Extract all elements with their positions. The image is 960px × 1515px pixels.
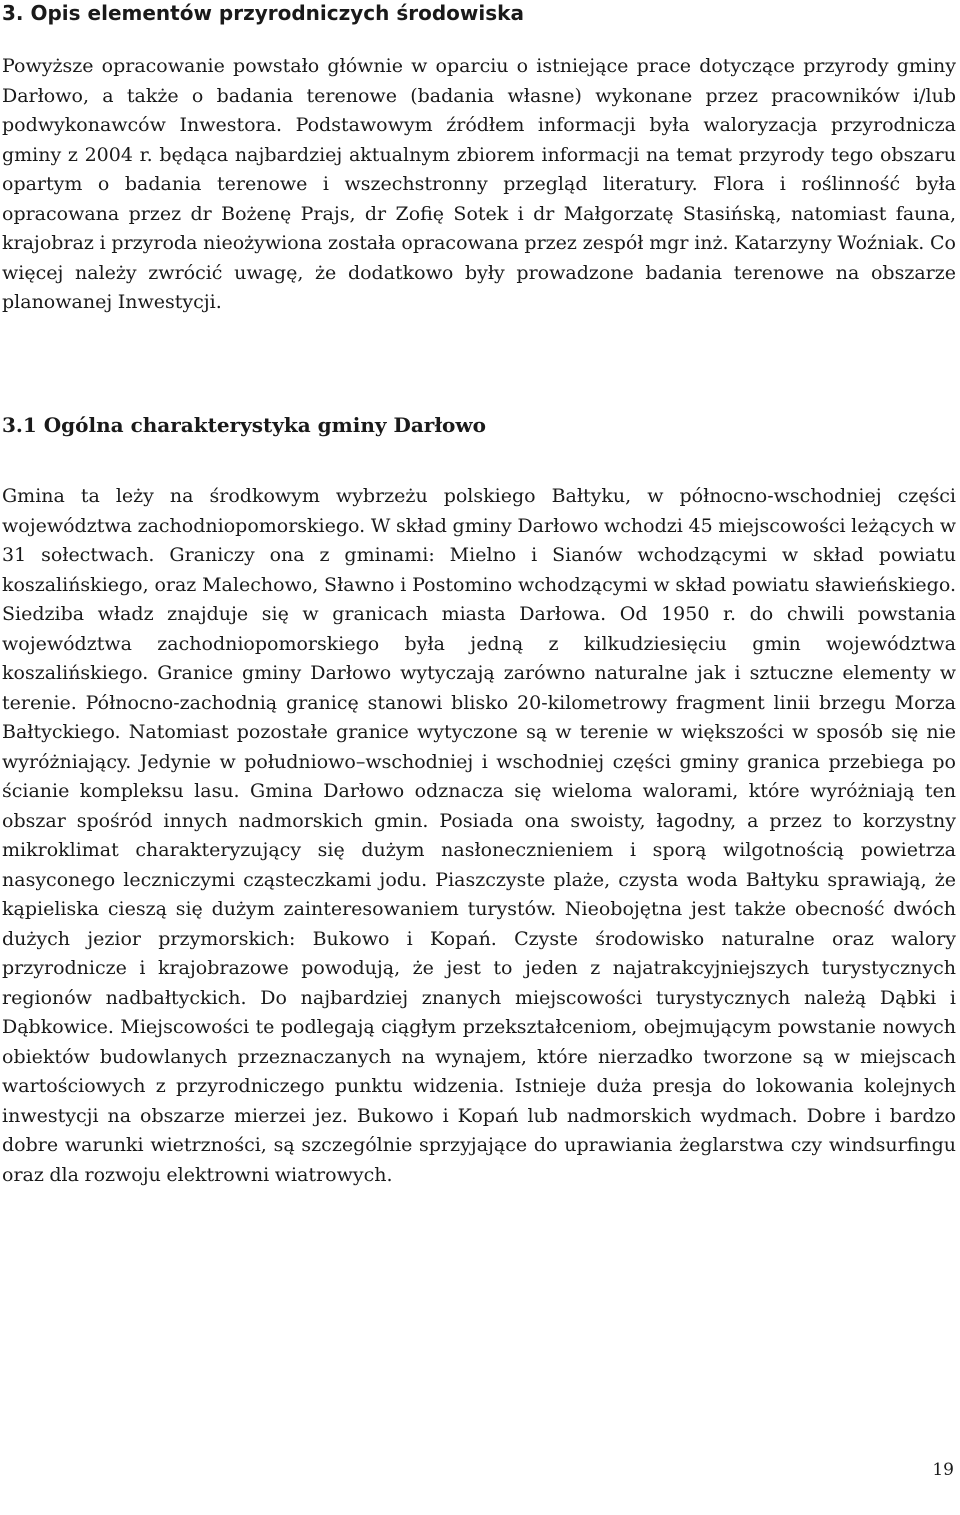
intro-paragraph: Powyższe opracowanie powstało głównie w oparciu o istniejące prace dotyczące przyrody gminy Darłowo, a także o badania terenowe (badania własne) wykonane przez pracowników i/lub podwykonawców Inwestora. Podstawowym źródłem informacji była waloryzacja przyrodnicza gminy z 2004 r. będąca najbardziej aktualnym zbiorem informacji na temat przyrody tego obszaru opartym o badania terenowe i wszechstronny przegląd literatury. Flora i roślinność była opracowana przez dr Bożenę Prajs, dr Zofię Sotek i dr Małgorzatę Stasińską, natomiast fauna, krajobraz i przyroda nieożywiona została opracowana przez zespół mgr inż. Katarzyny Woźniak. Co więcej należy zwrócić uwagę, że dodatkowo były prowadzone badania terenowe na obszarze planowanej Inwestycji. xyxy=(2,55,956,313)
subsection-heading: 3.1 Ogólna charakterystyka gminy Darłowo xyxy=(2,413,486,437)
page-number: 19 xyxy=(932,1460,954,1480)
section-heading: 3. Opis elementów przyrodniczych środowiska xyxy=(2,1,524,25)
gmina-description-paragraph: Gmina ta leży na środkowym wybrzeżu polskiego Bałtyku, w północno-wschodniej części województwa zachodniopomorskiego. W skład gminy Darłowo wchodzi 45 miejscowości leżących w 31 sołectwach. Graniczy ona z gminami: Mielno i Sianów wchodzącymi w skład powiatu koszalińskiego, oraz Malechowo, Sławno i Postomino wchodzącymi w skład powiatu sławieńskiego. Siedziba władz znajduje się w granicach miasta Darłowa. Od 1950 r. do chwili powstania województwa zachodniopomorskiego była jedną z kilkudziesięciu gmin województwa koszalińskiego. Granice gminy Darłowo wytyczają zarówno naturalne jak i sztuczne elementy w terenie. Północno-zachodnią granicę stanowi blisko 20-kilometrowy fragment linii brzegu Morza Bałtyckiego. Natomiast pozostałe granice wytyczone są w terenie w większości w sposób się nie wyróżniający. Jedynie w południowo–wschodniej i wschodniej części gminy granica przebiega po ścianie kompleksu lasu. Gmina Darłowo odznacza się wieloma walorami, które wyróżniają ten obszar spośród innych nadmorskich gmin. Posiada ona swoisty, łagodny, a przez to korzystny mikroklimat charakteryzujący się dużym nasłonecznieniem i sporą wilgotnością powietrza nasyconego leczniczymi cząsteczkami jodu. Piaszczyste plaże, czysta woda Bałtyku sprawiają, że kąpieliska cieszą się dużym zainteresowaniem turystów. Nieobojętna jest także obecność dwóch dużych jezior przymorskich: Bukowo i Kopań. Czyste środowisko naturalne oraz walory przyrodnicze i krajobrazowe powodują, że jest to jeden z najatrakcyjniejszych turystycznych regionów nadbałtyckich. Do najbardziej znanych miejscowości turystycznych należą Dąbki i Dąbkowice. Miejscowości te podlegają ciągłym przekształceniom, obejmującym powstanie nowych obiektów budowlanych przeznaczanych na wynajem, które nierzadko tworzone są w miejscach wartościowych z przyrodniczego punktu widzenia. Istnieje duża presja do lokowania kolejnych inwestycji na obszarze mierzei jez. Bukowo i Kopań lub nadmorskich wydmach. Dobre i bardzo dobre warunki wietrzności, są szczególnie sprzyjające do uprawiania żeglarstwa czy windsurfingu oraz dla rozwoju elektrowni wiatrowych. xyxy=(2,485,956,1186)
